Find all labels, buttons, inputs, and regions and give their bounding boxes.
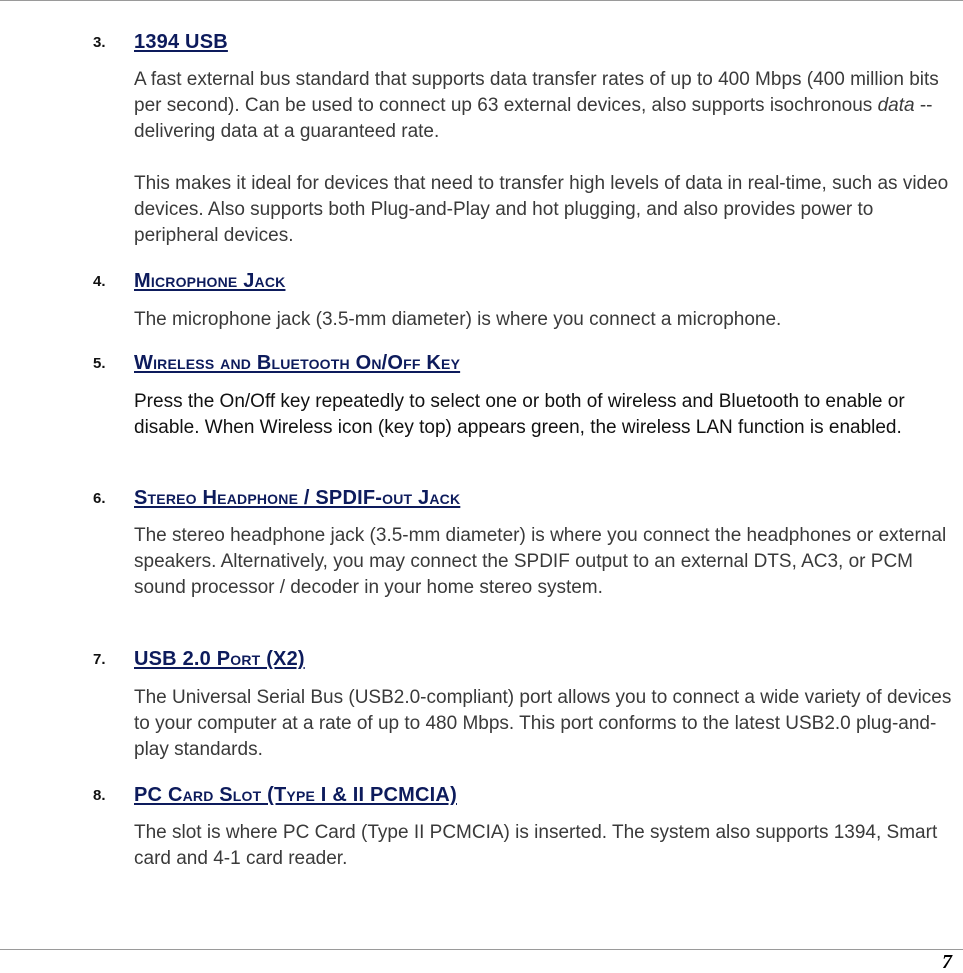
top-rule <box>0 0 963 1</box>
section-number: 7. <box>93 651 106 668</box>
section-title: PC Card Slot (Type I & II PCMCIA) <box>134 784 457 806</box>
footer-rule <box>0 949 963 950</box>
section-title: Stereo Headphone / SPDIF-out Jack <box>134 487 461 509</box>
section-title: USB 2.0 Port (X2) <box>134 648 305 670</box>
section-number: 8. <box>93 787 106 804</box>
section-title: 1394 USB <box>134 31 228 53</box>
paragraph: The microphone jack (3.5-mm diameter) is where you connect a microphone. <box>134 309 782 330</box>
paragraph: The stereo headphone jack (3.5-mm diameter) is where you connect the headphones or external speakers. Alternatively, you may connect the SPDIF output to an external DTS, AC3, or PCM sound processor / decoder in your home stereo system. <box>134 525 947 598</box>
section-title: Microphone Jack <box>134 270 286 292</box>
paragraph: A fast external bus standard that supports data transfer rates of up to 400 Mbps (400 million bits per second). Can be used to connect up 63 external devices, also supports isochronous data -- delivering data at a guaranteed rate. <box>134 69 939 142</box>
section-number: 4. <box>93 273 106 290</box>
section-body <box>134 820 962 872</box>
section-body <box>134 523 962 601</box>
paragraph: Press the On/Off key repeatedly to select one or both of wireless and Bluetooth to enable or disable. When Wireless icon (key top) appears green, the wireless LAN function is enabled. <box>134 391 905 438</box>
paragraph: This makes it ideal for devices that need to transfer high levels of data in real-time, such as video devices. Also supports both Plug-and-Play and hot plugging, and also provides power to peripheral devices. <box>134 173 949 246</box>
section-title: Wireless and Bluetooth On/Off Key <box>134 352 461 374</box>
page-number: 7 <box>942 951 952 973</box>
emphasis: data <box>877 95 915 116</box>
section-body <box>134 389 962 441</box>
section-body <box>134 307 962 333</box>
section-number: 5. <box>93 355 106 372</box>
section-body <box>134 685 962 763</box>
paragraph: The Universal Serial Bus (USB2.0-compliant) port allows you to connect a wide variety of devices to your computer at a rate of up to 480 Mbps. This port conforms to the latest USB2.0 plug-and-play standards. <box>134 687 952 760</box>
section-number: 6. <box>93 490 106 507</box>
paragraph: The slot is where PC Card (Type II PCMCIA) is inserted. The system also supports 1394, Smart card and 4-1 card reader. <box>134 822 938 869</box>
section-number: 3. <box>93 34 106 51</box>
section-body <box>134 67 962 249</box>
